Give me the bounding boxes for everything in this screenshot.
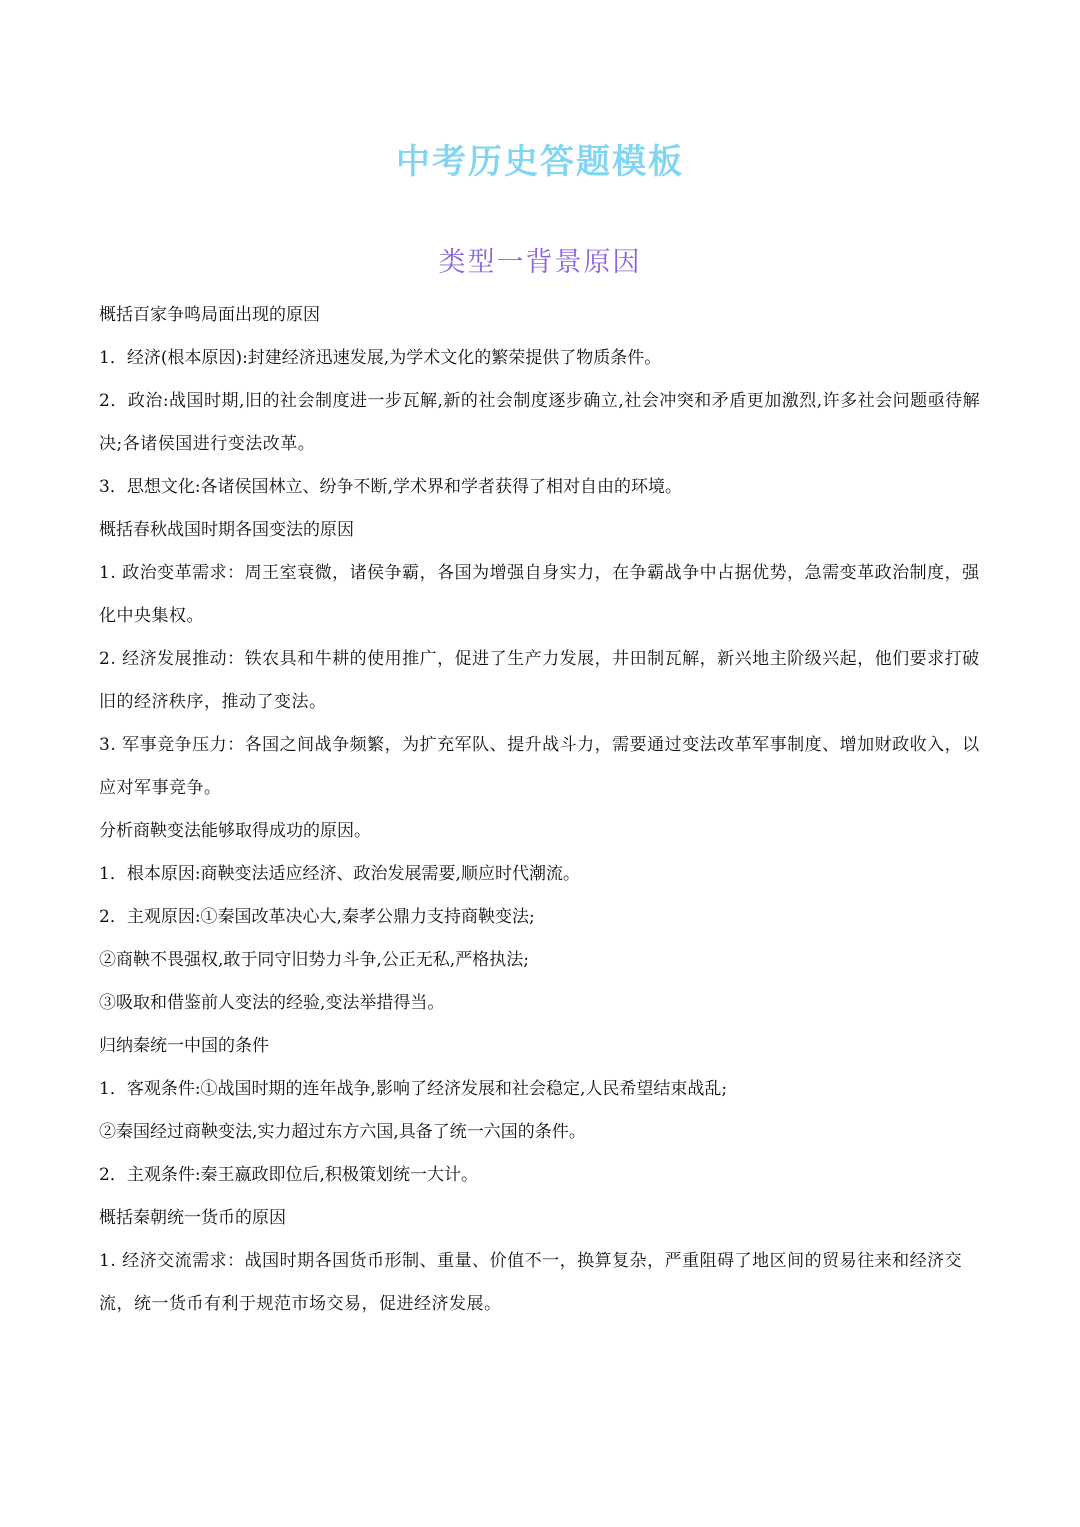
- text-line: 概括百家争鸣局面出现的原因: [99, 305, 320, 325]
- text-line: ③吸取和借鉴前人变法的经验,变法举措得当。: [99, 993, 445, 1013]
- text-line: 分析商鞅变法能够取得成功的原因。: [99, 821, 371, 841]
- text-line: 2. 经济发展推动：铁农具和牛耕的使用推广，促进了生产力发展，井田制瓦解，新兴地主阶级兴起，他们要求打破旧的经济秩序，推动了变法。: [99, 649, 980, 712]
- text-line: ②秦国经过商鞅变法,实力超过东方六国,具备了统一六国的条件。: [99, 1122, 586, 1142]
- text-line: 归纳秦统一中国的条件: [99, 1036, 269, 1056]
- text-line: 2．政治:战国时期,旧的社会制度进一步瓦解,新的社会制度逐步确立,社会冲突和矛盾更加激烈,许多社会问题亟待解决;各诸侯国进行变法改革。: [99, 391, 981, 454]
- text-line: 1．客观条件:①战国时期的连年战争,影响了经济发展和社会稳定,人民希望结束战乱;: [99, 1079, 728, 1099]
- text-line: ②商鞅不畏强权,敢于同守旧势力斗争,公正无私,严格执法;: [99, 950, 529, 970]
- text-line: 1. 政治变革需求：周王室衰微，诸侯争霸，各国为增强自身实力，在争霸战争中占据优势，急需变革政治制度，强化中央集权。: [99, 563, 980, 626]
- text-line: 2．主观原因:①秦国改革决心大,秦孝公鼎力支持商鞅变法;: [99, 907, 535, 927]
- text-line: 3．思想文化:各诸侯国林立、纷争不断,学术界和学者获得了相对自由的环境。: [99, 477, 682, 497]
- document-body: [99, 294, 984, 1326]
- text-line: 3. 军事竞争压力：各国之间战争频繁，为扩充军队、提升战斗力，需要通过变法改革军事制度、增加财政收入，以应对军事竞争。: [99, 735, 980, 798]
- text-line: 1．经济(根本原因):封建经济迅速发展,为学术文化的繁荣提供了物质条件。: [99, 348, 662, 368]
- text-line: 概括秦朝统一货币的原因: [99, 1208, 286, 1228]
- section-title: 类型一背景原因: [438, 247, 642, 278]
- text-line: 1．根本原因:商鞅变法适应经济、政治发展需要,顺应时代潮流。: [99, 864, 580, 884]
- text-line: 概括春秋战国时期各国变法的原因: [99, 520, 354, 540]
- text-line: 2．主观条件:秦王嬴政即位后,积极策划统一大计。: [99, 1165, 478, 1185]
- page-title: 中考历史答题模板: [396, 142, 684, 182]
- text-line: 1. 经济交流需求：战国时期各国货币形制、重量、价值不一，换算复杂，严重阻碍了地区间的贸易往来和经济交流，统一货币有利于规范市场交易，促进经济发展。: [99, 1251, 963, 1314]
